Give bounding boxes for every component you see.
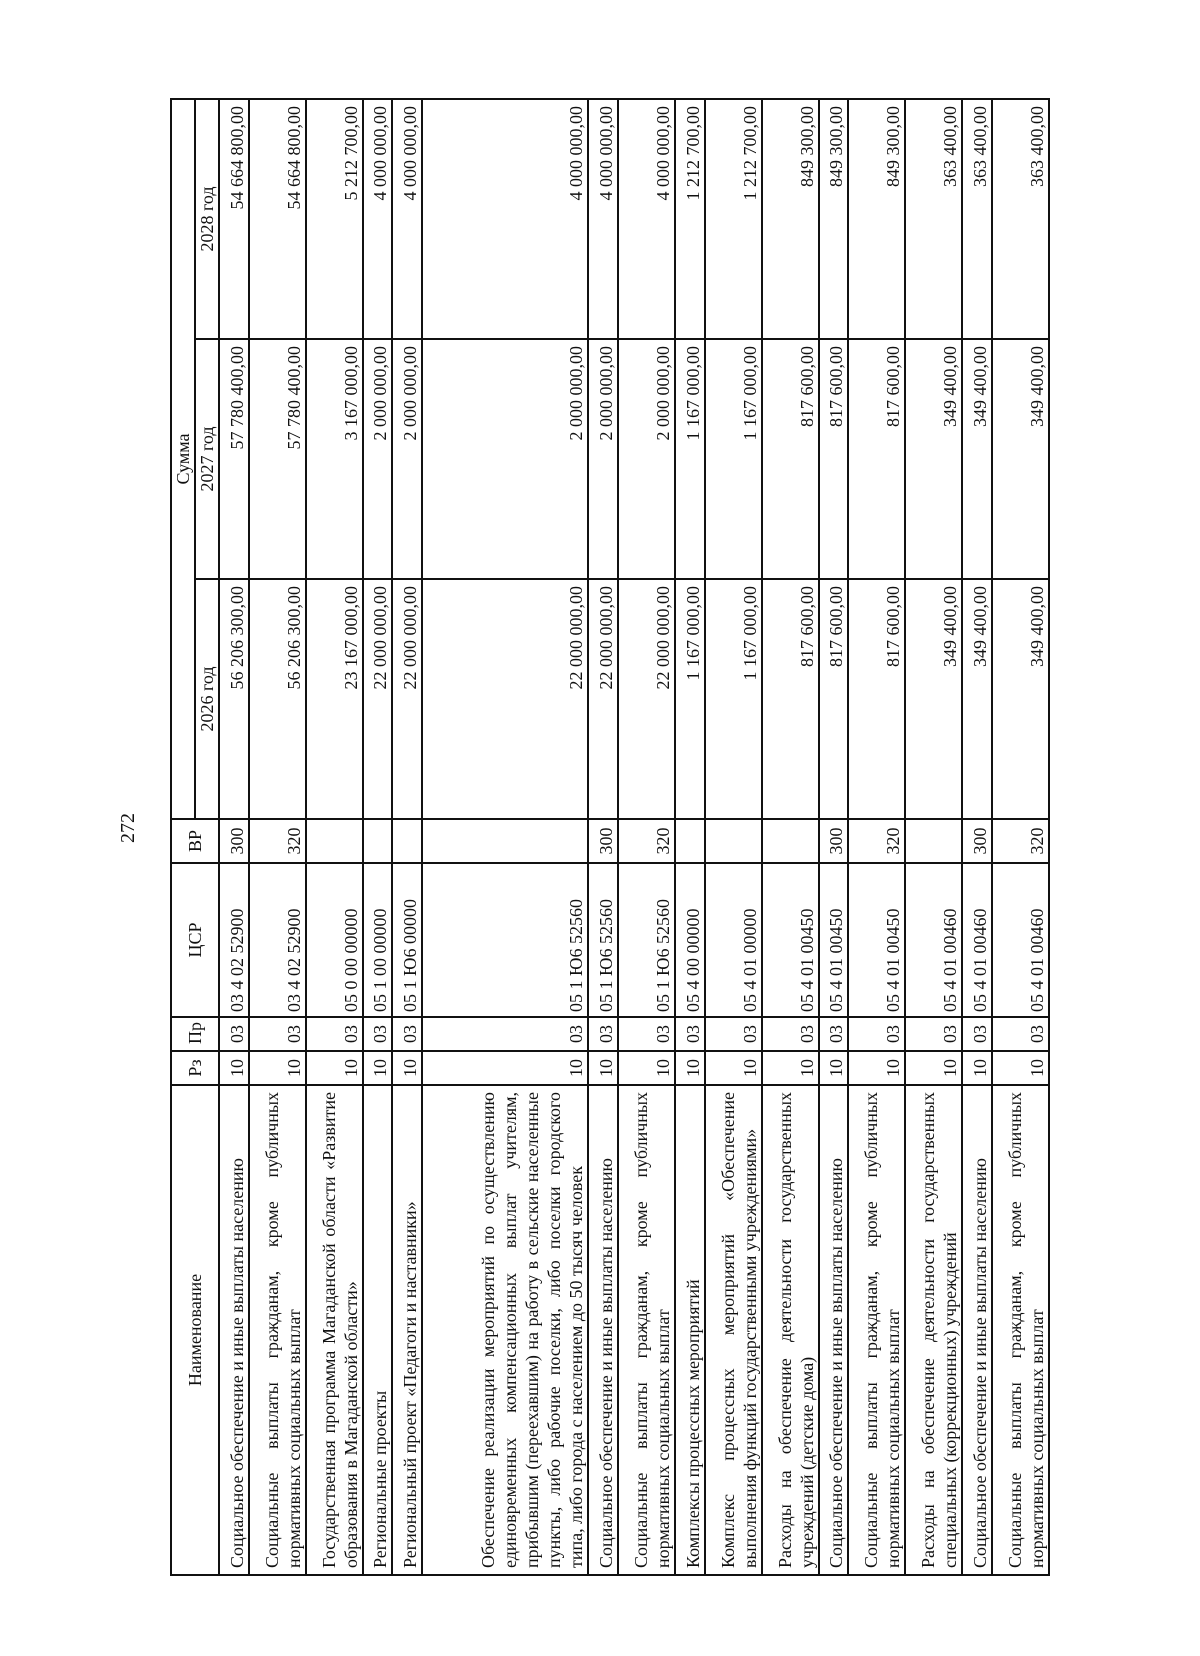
- row-csr: 05 4 01 00450: [848, 863, 905, 1017]
- row-sum-2028: 4 000 000,00: [618, 99, 675, 339]
- row-rz: 10: [848, 1051, 905, 1085]
- row-vr: [363, 819, 393, 863]
- row-sum-2027: 2 000 000,00: [392, 339, 422, 579]
- row-csr: 05 1 Ю6 52560: [588, 863, 618, 1017]
- row-name: Комплекс процессных мероприятий «Обеспечение выполнения функций государственными учреждениями»: [705, 1085, 762, 1575]
- page-number: 272: [117, 813, 139, 843]
- row-sum-2026: 23 167 000,00: [306, 579, 363, 819]
- table-row: [819, 99, 849, 1575]
- row-sum-2027: 349 400,00: [905, 339, 962, 579]
- table-row: [392, 99, 422, 1575]
- row-sum-2028: 363 400,00: [962, 99, 992, 339]
- row-name: Социальные выплаты гражданам, кроме публичных нормативных социальных выплат: [249, 1085, 306, 1575]
- row-vr: 320: [249, 819, 306, 863]
- row-sum-2027: 57 780 400,00: [219, 339, 249, 579]
- row-pr: 03: [819, 1017, 849, 1051]
- row-sum-2027: 1 167 000,00: [705, 339, 762, 579]
- row-name: Социальные выплаты гражданам, кроме публичных нормативных социальных выплат: [992, 1085, 1049, 1575]
- row-sum-2028: 5 212 700,00: [306, 99, 363, 339]
- row-sum-2027: 57 780 400,00: [249, 339, 306, 579]
- row-sum-2027: 3 167 000,00: [306, 339, 363, 579]
- row-csr: 05 1 Ю6 52560: [422, 863, 588, 1017]
- row-pr: 03: [392, 1017, 422, 1051]
- row-sum-2026: 56 206 300,00: [219, 579, 249, 819]
- table-row: [762, 99, 819, 1575]
- row-sum-2028: 4 000 000,00: [588, 99, 618, 339]
- row-sum-2026: 1 167 000,00: [675, 579, 705, 819]
- row-pr: 03: [306, 1017, 363, 1051]
- row-csr: 05 4 00 00000: [675, 863, 705, 1017]
- row-sum-2028: 849 300,00: [819, 99, 849, 339]
- row-vr: [905, 819, 962, 863]
- row-vr: 300: [219, 819, 249, 863]
- row-sum-2027: 2 000 000,00: [588, 339, 618, 579]
- row-csr: 05 1 00 00000: [363, 863, 393, 1017]
- row-name: Социальное обеспечение и иные выплаты населению: [588, 1085, 618, 1575]
- row-sum-2026: 349 400,00: [992, 579, 1049, 819]
- table-row: [306, 99, 363, 1575]
- table-row: [992, 99, 1049, 1575]
- row-name: Социальные выплаты гражданам, кроме публичных нормативных социальных выплат: [848, 1085, 905, 1575]
- header-2028: 2028 год: [195, 99, 219, 339]
- row-csr: 05 4 01 00460: [962, 863, 992, 1017]
- budget-table: [170, 98, 1050, 1576]
- row-csr: 05 4 01 00000: [705, 863, 762, 1017]
- row-sum-2026: 349 400,00: [905, 579, 962, 819]
- row-name: Социальное обеспечение и иные выплаты населению: [962, 1085, 992, 1575]
- row-sum-2027: 817 600,00: [848, 339, 905, 579]
- row-rz: 10: [306, 1051, 363, 1085]
- row-vr: 300: [588, 819, 618, 863]
- row-rz: 10: [363, 1051, 393, 1085]
- row-sum-2028: 1 212 700,00: [705, 99, 762, 339]
- row-sum-2028: 54 664 800,00: [219, 99, 249, 339]
- row-sum-2027: 1 167 000,00: [675, 339, 705, 579]
- header-rz: Рз: [171, 1051, 219, 1085]
- row-sum-2028: 4 000 000,00: [392, 99, 422, 339]
- row-sum-2027: 349 400,00: [992, 339, 1049, 579]
- row-name: Региональные проекты: [363, 1085, 393, 1575]
- header-vr: ВР: [171, 819, 219, 863]
- row-pr: 03: [363, 1017, 393, 1051]
- row-sum-2026: 22 000 000,00: [588, 579, 618, 819]
- row-name: Расходы на обеспечение деятельности государственных учреждений (детские дома): [762, 1085, 819, 1575]
- header-csr: ЦСР: [171, 863, 219, 1017]
- row-sum-2028: 363 400,00: [905, 99, 962, 339]
- row-pr: 03: [588, 1017, 618, 1051]
- row-name: Социальное обеспечение и иные выплаты населению: [819, 1085, 849, 1575]
- row-rz: 10: [962, 1051, 992, 1085]
- row-csr: 03 4 02 52900: [219, 863, 249, 1017]
- row-name: Региональный проект «Педагоги и наставники»: [392, 1085, 422, 1575]
- row-pr: 03: [675, 1017, 705, 1051]
- row-rz: 10: [762, 1051, 819, 1085]
- row-sum-2028: 849 300,00: [848, 99, 905, 339]
- row-vr: [675, 819, 705, 863]
- table-row: [705, 99, 762, 1575]
- row-name: Обеспечение реализации мероприятий по осуществлению единовременных компенсационных выплат учителям, прибывшим (переехавшим) на работу в сельские населенные пункты, либо рабочие поселки, либо поселки городского типа, либо города с населением до 50 тысяч человек: [422, 1085, 588, 1575]
- row-pr: 03: [848, 1017, 905, 1051]
- header-2027: 2027 год: [195, 339, 219, 579]
- row-rz: 10: [618, 1051, 675, 1085]
- row-pr: 03: [249, 1017, 306, 1051]
- row-vr: [762, 819, 819, 863]
- row-csr: 05 4 01 00460: [905, 863, 962, 1017]
- row-sum-2027: 2 000 000,00: [363, 339, 393, 579]
- budget-table-container: [170, 100, 1050, 1576]
- row-name: Социальные выплаты гражданам, кроме публичных нормативных социальных выплат: [618, 1085, 675, 1575]
- row-rz: 10: [675, 1051, 705, 1085]
- row-sum-2026: 817 600,00: [819, 579, 849, 819]
- row-pr: 03: [762, 1017, 819, 1051]
- row-vr: 320: [992, 819, 1049, 863]
- row-sum-2028: 1 212 700,00: [675, 99, 705, 339]
- row-name: Социальное обеспечение и иные выплаты населению: [219, 1085, 249, 1575]
- row-vr: 320: [618, 819, 675, 863]
- row-sum-2026: 349 400,00: [962, 579, 992, 819]
- row-rz: 10: [219, 1051, 249, 1085]
- row-sum-2027: 817 600,00: [762, 339, 819, 579]
- row-vr: [705, 819, 762, 863]
- header-2026: 2026 год: [195, 579, 219, 819]
- row-rz: 10: [249, 1051, 306, 1085]
- row-sum-2028: 4 000 000,00: [363, 99, 393, 339]
- row-sum-2028: 54 664 800,00: [249, 99, 306, 339]
- row-sum-2026: 22 000 000,00: [422, 579, 588, 819]
- header-pr: Пр: [171, 1017, 219, 1051]
- row-name: Комплексы процессных мероприятий: [675, 1085, 705, 1575]
- row-sum-2026: 817 600,00: [762, 579, 819, 819]
- row-pr: 03: [422, 1017, 588, 1051]
- row-pr: 03: [905, 1017, 962, 1051]
- table-row: [219, 99, 249, 1575]
- row-sum-2026: 817 600,00: [848, 579, 905, 819]
- row-sum-2028: 849 300,00: [762, 99, 819, 339]
- row-vr: 300: [962, 819, 992, 863]
- row-name: Государственная программа Магаданской области «Развитие образования в Магаданской области»: [306, 1085, 363, 1575]
- row-rz: 10: [392, 1051, 422, 1085]
- row-pr: 03: [219, 1017, 249, 1051]
- row-sum-2026: 22 000 000,00: [363, 579, 393, 819]
- row-csr: 05 4 01 00450: [819, 863, 849, 1017]
- row-rz: 10: [422, 1051, 588, 1085]
- row-pr: 03: [962, 1017, 992, 1051]
- table-row: [363, 99, 393, 1575]
- row-pr: 03: [705, 1017, 762, 1051]
- table-row: [249, 99, 306, 1575]
- row-csr: 05 1 Ю6 00000: [392, 863, 422, 1017]
- row-rz: 10: [819, 1051, 849, 1085]
- row-vr: 300: [819, 819, 849, 863]
- table-row: [905, 99, 962, 1575]
- row-csr: 05 4 01 00450: [762, 863, 819, 1017]
- row-csr: 05 1 Ю6 52560: [618, 863, 675, 1017]
- row-name: Расходы на обеспечение деятельности государственных специальных (коррекционных) учреждений: [905, 1085, 962, 1575]
- row-rz: 10: [705, 1051, 762, 1085]
- row-csr: 05 0 00 00000: [306, 863, 363, 1017]
- header-sum: Сумма: [171, 99, 195, 819]
- table-body: [219, 99, 1049, 1575]
- row-sum-2028: 363 400,00: [992, 99, 1049, 339]
- table-row: [848, 99, 905, 1575]
- row-sum-2026: 22 000 000,00: [392, 579, 422, 819]
- table-row: [618, 99, 675, 1575]
- row-vr: 320: [848, 819, 905, 863]
- budget-table-rotated: [170, 100, 1050, 1576]
- table-row: [675, 99, 705, 1575]
- table-row: [422, 99, 588, 1575]
- row-vr: [392, 819, 422, 863]
- row-csr: 03 4 02 52900: [249, 863, 306, 1017]
- row-rz: 10: [992, 1051, 1049, 1085]
- row-vr: [306, 819, 363, 863]
- row-sum-2026: 22 000 000,00: [618, 579, 675, 819]
- row-sum-2027: 2 000 000,00: [422, 339, 588, 579]
- row-sum-2027: 2 000 000,00: [618, 339, 675, 579]
- row-pr: 03: [992, 1017, 1049, 1051]
- table-row: [962, 99, 992, 1575]
- header-name: Наименование: [171, 1085, 219, 1575]
- row-rz: 10: [588, 1051, 618, 1085]
- row-pr: 03: [618, 1017, 675, 1051]
- row-csr: 05 4 01 00460: [992, 863, 1049, 1017]
- row-sum-2026: 1 167 000,00: [705, 579, 762, 819]
- row-sum-2027: 817 600,00: [819, 339, 849, 579]
- row-vr: [422, 819, 588, 863]
- row-sum-2027: 349 400,00: [962, 339, 992, 579]
- row-sum-2028: 4 000 000,00: [422, 99, 588, 339]
- row-sum-2026: 56 206 300,00: [249, 579, 306, 819]
- row-rz: 10: [905, 1051, 962, 1085]
- table-header: [171, 99, 219, 1575]
- table-row: [588, 99, 618, 1575]
